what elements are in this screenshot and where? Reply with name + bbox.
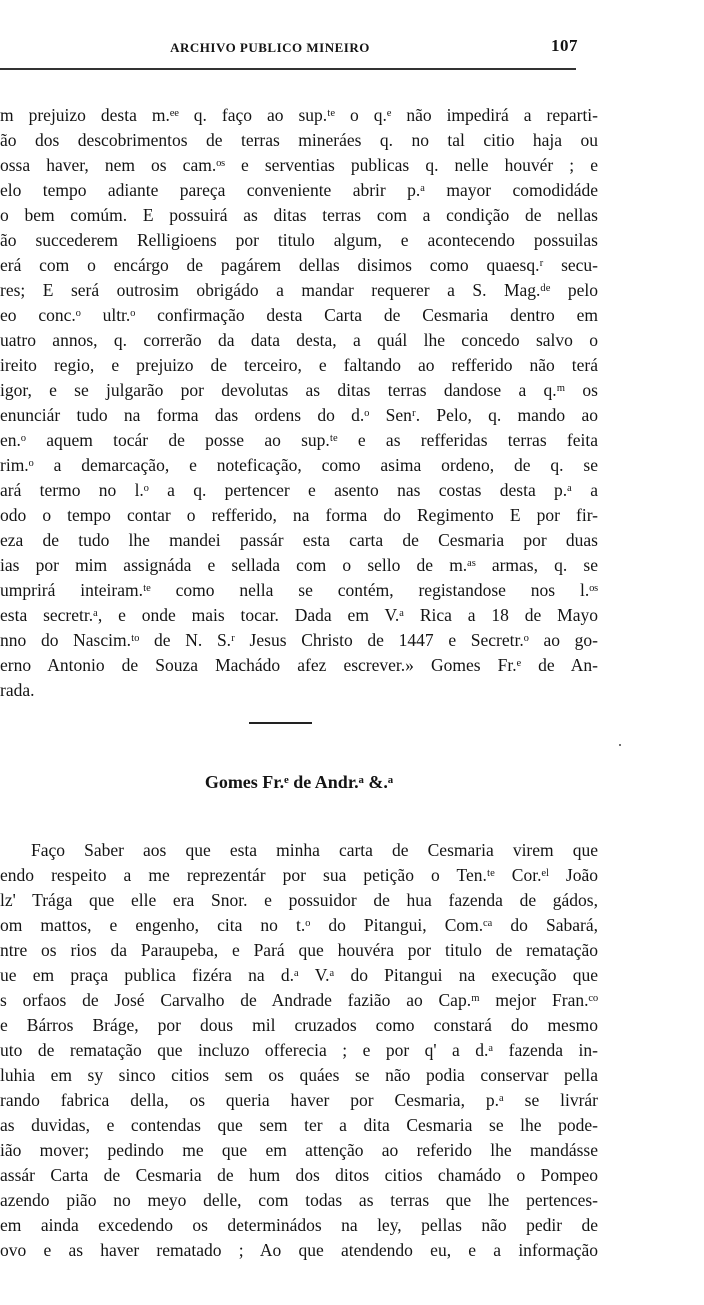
text-line: igor, e se julgarão por devolutas as ditas terras dandose a q.ᵐ os [0,380,598,400]
text-line: res; E será outrosim obrigádo a mandar requerer a S. Mag.ᵈᵉ pelo [0,280,598,300]
text-line: ovo e as haver rematado ; Ao que atendendo eu, e a informação [0,1240,598,1260]
text-line: en.ᵒ aquem tocár de posse ao sup.ᵗᵉ e as refferidas terras feita [0,430,598,450]
text-line: lz' Trága que elle era Snor. e possuidor de hua fazenda de gádos, [0,890,598,910]
text-line: eo conc.ᵒ ultr.ᵒ confirmação desta Carta de Cesmaria dentro em [0,305,598,325]
text-line: em ainda excedendo os determinádos na ley, pellas não pedir de [0,1215,598,1235]
text-line: uatro annos, q. correrão da data desta, a quál lhe concedo salvo o [0,330,598,350]
text-line: endo respeito a me reprezentár por sua petição o Ten.ᵗᵉ Cor.ᵉˡ João [0,865,598,885]
text-line: elo tempo adiante pareça conveniente abrir p.ᵃ mayor comodidáde [0,180,598,200]
running-header-title: ARCHIVO PUBLICO MINEIRO [170,40,370,55]
text-line: e Bárros Bráge, por dous mil cruzados como constará do mesmo [0,1015,598,1035]
page-number: 107 [551,36,578,55]
text-line: ias por mim assignáda e sellada com o sello de m.ᵃˢ armas, q. se [0,555,598,575]
text-line: ireito regio, e prejuizo de terceiro, e faltando ao refferido não terá [0,355,598,375]
section-heading: Gomes Fr.ᵉ de Andr.ᵃ &.ᵃ [204,772,394,792]
text-line: umprirá inteiram.ᵗᵉ como nella se contém, registandose nos l.ᵒˢ [0,580,598,600]
text-line: ião mover; pedindo me que em attenção ao referido lhe mandásse [0,1140,598,1160]
text-line: erno Antonio de Souza Machádo afez escrever.» Gomes Fr.ᵉ de An- [0,655,598,675]
section-separator [249,722,312,724]
text-line: luhia em sy sinco citios sem os quáes se não podia conservar pella [0,1065,598,1085]
text-line: rada. [0,680,35,700]
text-line: ão succederem Relligioens por titulo algum, e acontecendo possuilas [0,230,598,250]
text-line: nno do Nascim.ᵗᵒ de N. S.ʳ Jesus Christo de 1447 e Secretr.ᵒ ao go- [0,630,598,650]
text-line: om mattos, e engenho, cita no t.ᵒ do Pitangui, Com.ᶜᵃ do Sabará, [0,915,598,935]
header-rule [0,68,576,70]
text-line: ue em praça publica fizéra na d.ᵃ V.ᵃ do Pitangui na execução que [0,965,598,985]
text-line: o bem comúm. E possuirá as ditas terras com a condição de nellas [0,205,598,225]
text-line: ão dos descobrimentos de terras mineráes q. no tal citio haja ou [0,130,598,150]
scan-speck [619,744,621,746]
text-line: ossa haver, nem os cam.ᵒˢ e serventias publicas q. nelle houvér ; e [0,155,598,175]
text-line: as duvidas, e contendas que sem ter a dita Cesmaria se lhe pode- [0,1115,598,1135]
text-line: uto de rematação que incluzo offerecia ; e por q' a d.ᵃ fazenda in- [0,1040,598,1060]
text-line: ará termo no l.ᵒ a q. pertencer e asento nas costas desta p.ᵃ a [0,480,598,500]
text-line: ntre os rios da Paraupeba, e Pará que houvéra por titulo de rematação [0,940,598,960]
text-line: rando fabrica della, os queria haver por Cesmaria, p.ᵃ se livrár [0,1090,598,1110]
text-line: rim.ᵒ a demarcação, e noteficação, como asima ordeno, de q. se [0,455,598,475]
text-line: assár Carta de Cesmaria de hum dos ditos citios chamádo o Pompeo [0,1165,598,1185]
text-line: azendo pião no meyo delle, com todas as terras que lhe pertences- [0,1190,598,1210]
text-line: enunciár tudo na forma das ordens do d.ᵒ Senʳ. Pelo, q. mando ao [0,405,598,425]
text-line: s orfaos de José Carvalho de Andrade fazião ao Cap.ᵐ mejor Fran.ᶜᵒ [0,990,598,1010]
text-line: odo o tempo contar o refferido, na forma do Regimento E por fir- [0,505,598,525]
text-line: eza de tudo lhe mandei passár esta carta de Cesmaria por duas [0,530,598,550]
text-line: esta secretr.ᵃ, e onde mais tocar. Dada em V.ᵃ Rica a 18 de Mayo [0,605,598,625]
text-line: m prejuizo desta m.ᵉᵉ q. faço ao sup.ᵗᵉ o q.ᵉ não impedirá a reparti- [0,105,598,125]
text-line: Faço Saber aos que esta minha carta de Cesmaria virem que [31,840,598,860]
text-line: erá com o encárgo de pagárem dellas disimos como quaesq.ʳ secu- [0,255,598,275]
